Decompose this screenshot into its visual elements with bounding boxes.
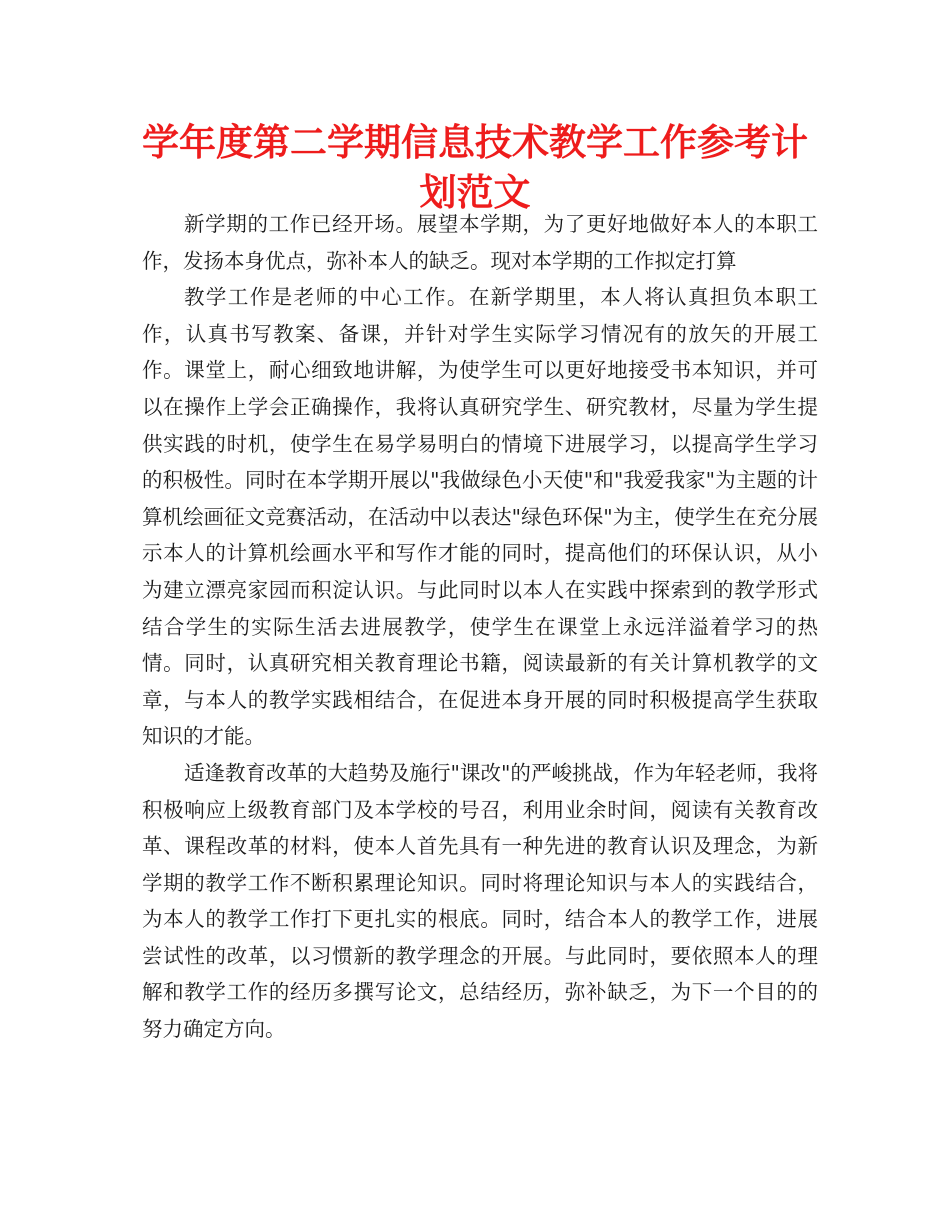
paragraph-education-reform: 适逢教育改革的大趋势及施行"课改"的严峻挑战，作为年轻老师，我将积极响应上级教育部门及本学校的号召，利用业余时间，阅读有关教育改革、课程改革的材料，使本人首先具有一种先进的教育认识及理念，为新学期的教学工作不断积累理论知识。同时将理论知识与本人的实践结合，为本人的教学工作打下更扎实的根底。同时，结合本人的教学工作，进展尝试性的改革，以习惯新的教学理念的开展。与此同时，要依照本人的理解和教学工作的经历多撰写论文，总结经历，弥补缺乏，为下一个目的的努力确定方向。 — [142, 760, 818, 1042]
paragraph-intro: 新学期的工作已经开场。展望本学期，为了更好地做好本人的本职工作，发扬本身优点，弥补本人的缺乏。现对本学期的工作拟定打算 — [142, 212, 818, 273]
document-body — [142, 206, 818, 1048]
paragraph-teaching-work: 教学工作是老师的中心工作。在新学期里，本人将认真担负本职工作，认真书写教案、备课，并针对学生实际学习情况有的放矢的开展工作。课堂上，耐心细致地讲解，为使学生可以更好地接受书本知识，并可以在操作上学会正确操作，我将认真研究学生、研究教材，尽量为学生提供实践的时机，使学生在易学易明白的情境下进展学习，以提高学生学习的积极性。同时在本学期开展以"我做绿色小天使"和"我爱我家"为主题的计算机绘画征文竞赛活动，在活动中以表达"绿色环保"为主，使学生在充分展示本人的计算机绘画水平和写作才能的同时，提高他们的环保认识，从小为建立漂亮家园而积淀认识。与此同时以本人在实践中探索到的教学形式结合学生的实际生活去进展教学，使学生在课堂上永远洋溢着学习的热情。同时，认真研究相关教育理论书籍，阅读最新的有关计算机教学的文章，与本人的教学实践相结合，在促进本身开展的同时积极提高学生获取知识的才能。 — [142, 285, 818, 749]
document-title: 学年度第二学期信息技术教学工作参考计划范文 — [142, 121, 808, 214]
